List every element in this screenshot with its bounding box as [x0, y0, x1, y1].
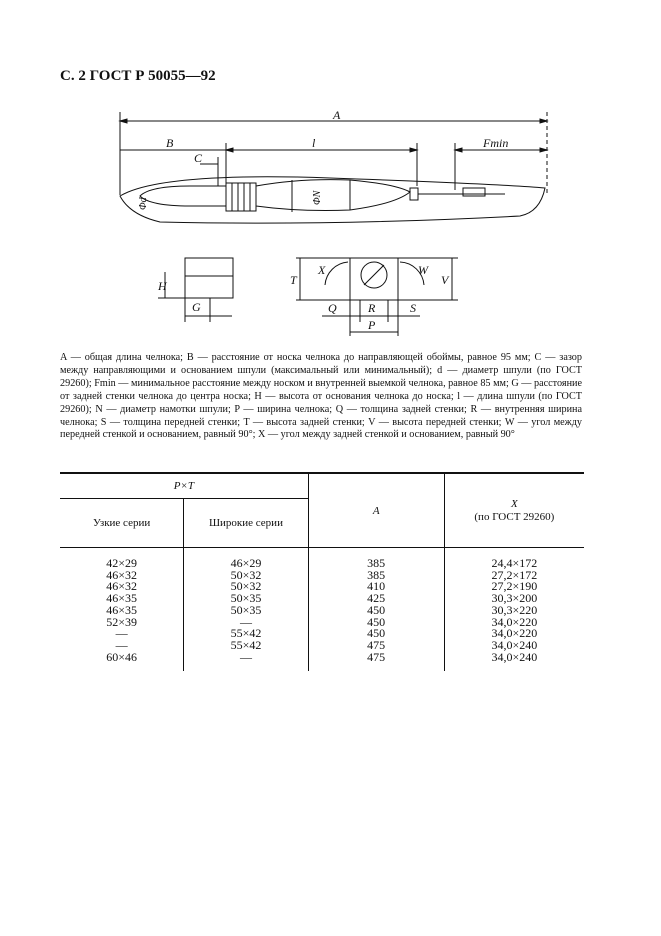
label-H: H [158, 279, 167, 293]
cell-wide: — [184, 617, 308, 629]
label-X: X [318, 263, 326, 277]
cell-a: 385 [308, 570, 444, 582]
cell-wide: 50×32 [184, 570, 308, 582]
cell-wide: 46×29 [184, 548, 308, 570]
cell-a: 450 [308, 617, 444, 629]
label-phi-N: ΦN [312, 190, 323, 205]
label-l: l [312, 136, 316, 150]
cell-wide: 55×42 [184, 628, 308, 640]
page-header: С. 2 ГОСТ Р 50055—92 [60, 68, 216, 84]
label-Q: Q [328, 301, 337, 315]
cell-a: 385 [308, 548, 444, 570]
label-Fmin: Fmin [483, 136, 509, 150]
bobbin-left [140, 186, 226, 206]
cell-x: 27,2×190 [444, 581, 584, 593]
cell-narrow: — [115, 637, 128, 652]
cell-x: 30,3×220 [444, 605, 584, 617]
eye [463, 188, 485, 196]
cell-wide: 50×35 [184, 605, 308, 617]
label-R: R [368, 301, 376, 315]
legend-text: A — общая длина челнока; B — расстояние от носка челнока до направляющей обоймы, равное 95 мм; C — зазор между направляющими и основанием шпули (максимальный или минимальный); d — диаметр шпули (по ГОСТ 29260); Fmin — минимальное расстояние между носком и внутренней выемкой челнока, равное 85 мм; G — расстояние от задней стенки челнока до центра носка; H — высота от основания челнока до носка; l — длина шпули (по ГОСТ 29260); N — диаметр намотки шпули; P — ширина челнока; Q — толщина задней стенки; R — внутренняя ширина челнока; S — толщина передней стенки; T — высота задней стенки; V — высота передней стенки; W — угол между передней стенкой и основанием, равный 90°; X — угол между задней стенкой и основанием, равный 90° [60, 352, 582, 441]
cell-wide: 50×35 [184, 593, 308, 605]
cell-a: 410 [308, 581, 444, 593]
cell-narrow: 46×35 [106, 602, 138, 617]
cell-x: 34,0×220 [444, 617, 584, 629]
arrow [410, 148, 417, 152]
header-wide: Широкие серии [184, 499, 308, 548]
cell-x: 30,3×200 [444, 593, 584, 605]
table-row [60, 652, 584, 672]
cell-narrow: 46×32 [106, 567, 138, 582]
cell-x: 34,0×240 [444, 652, 584, 672]
table-row [60, 548, 584, 570]
arc-X [325, 262, 348, 285]
cell-narrow: 60×46 [106, 649, 138, 664]
cell-wide: 50×32 [184, 581, 308, 593]
label-V: V [441, 273, 449, 287]
cell-narrow: 52×39 [106, 614, 138, 629]
cell-narrow: 42×29 [106, 556, 138, 570]
header-a: A [308, 473, 444, 548]
cell-wide: — [184, 652, 308, 672]
arrow [226, 148, 233, 152]
shuttle-drawing [0, 0, 661, 350]
section-left [185, 258, 233, 298]
cell-narrow: 46×35 [106, 591, 138, 606]
label-C: C [194, 151, 203, 165]
cell-a: 475 [308, 640, 444, 652]
cell-narrow: — [115, 626, 128, 641]
header-x-symbol: X [510, 497, 518, 510]
arrow [455, 148, 462, 152]
label-G: G [192, 300, 201, 314]
label-T: T [290, 273, 297, 287]
cell-x: 34,0×240 [444, 640, 584, 652]
bobbin-head [226, 183, 256, 211]
diam-line [364, 265, 384, 285]
cell-wide: 55×42 [184, 640, 308, 652]
label-S: S [410, 301, 416, 315]
cell-a: 475 [308, 652, 444, 672]
label-A: A [333, 108, 341, 122]
bobbin-winding [256, 180, 410, 211]
header-px-t: P×T [60, 473, 308, 499]
bobbin-tip [410, 188, 418, 200]
label-W: W [418, 263, 428, 277]
shuttle-body [120, 177, 545, 223]
label-phi-d: Φd [138, 197, 149, 210]
arrow [540, 148, 547, 152]
cell-a: 450 [308, 628, 444, 640]
arrow [540, 119, 547, 123]
cell-x: 34,0×220 [444, 628, 584, 640]
cell-a: 450 [308, 605, 444, 617]
label-P: P [368, 318, 376, 332]
header-x-note: (по ГОСТ 29260) [474, 510, 555, 523]
header-narrow: Узкие серии [60, 499, 184, 548]
section-right [350, 258, 398, 300]
cell-a: 425 [308, 593, 444, 605]
dimensions-table [60, 472, 584, 671]
cell-x: 27,2×172 [444, 570, 584, 582]
arrow [120, 119, 127, 123]
cell-x: 24,4×172 [444, 548, 584, 570]
header-x [444, 473, 584, 548]
cell-narrow: 46×32 [106, 579, 138, 594]
label-B: B [166, 136, 174, 150]
